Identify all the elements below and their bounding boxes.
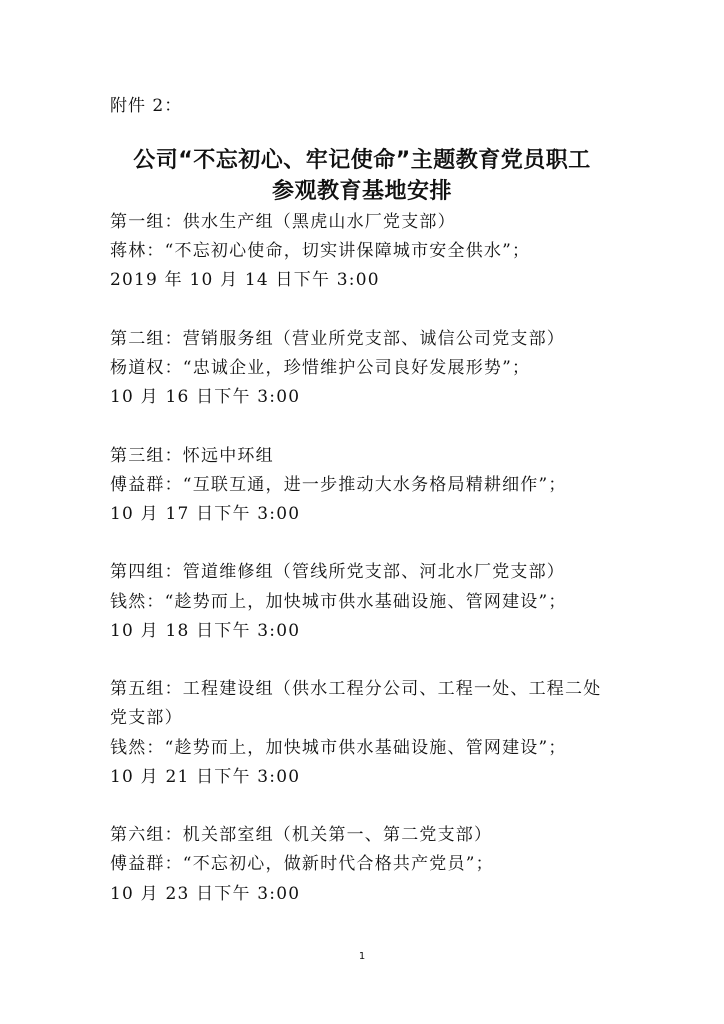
schedule-group-5 <box>110 675 615 792</box>
group-speech: 傅益群：“互联互通，进一步推动大水务格局精耕细作”； <box>110 474 567 495</box>
group-speech: 蒋林：“不忘初心使命，切实讲保障城市安全供水”； <box>110 241 531 262</box>
group-heading: 第二组：营销服务组（营业所党支部、诚信公司党支部） <box>110 328 565 349</box>
group-speech: 傅益群：“不忘初心，做新时代合格共产党员”； <box>110 854 494 875</box>
schedule-list <box>110 208 615 938</box>
schedule-group-3 <box>110 442 615 530</box>
group-speech: 杨道权：“忠诚企业，珍惜维护公司良好发展形势”； <box>110 358 531 378</box>
document-title-line-1: 公司“不忘初心、牢记使命”主题教育党员职工 <box>133 148 591 173</box>
group-time: 2019 年 10 月 14 日下午 3:00 <box>110 270 380 291</box>
group-time: 10 月 18 日下午 3:00 <box>110 620 301 641</box>
group-heading: 第一组：供水生产组（黑虎山水厂党支部） <box>110 212 456 232</box>
group-heading: 第四组：管道维修组（管线所党支部、河北水厂党支部） <box>110 562 565 583</box>
group-heading: 第五组：工程建设组（供水工程分公司、工程一处、工程二处党支部） <box>110 679 602 729</box>
group-speech: 钱然：“趁势而上，加快城市供水基础设施、管网建设”； <box>110 591 567 612</box>
document-title-line-2: 参观教育基地安排 <box>271 179 452 204</box>
schedule-group-1 <box>110 208 615 296</box>
group-speech: 钱然：“趁势而上，加快城市供水基础设施、管网建设”； <box>110 737 567 758</box>
group-heading: 第六组：机关部室组（机关第一、第二党支部） <box>110 825 493 846</box>
schedule-group-4 <box>110 558 615 646</box>
group-heading: 第三组：怀远中环组 <box>110 445 274 466</box>
group-time: 10 月 16 日下午 3:00 <box>110 387 301 408</box>
group-time: 10 月 23 日下午 3:00 <box>110 883 301 904</box>
schedule-group-6 <box>110 821 615 909</box>
page-number: 1 <box>358 951 366 962</box>
schedule-group-2 <box>110 325 615 413</box>
group-time: 10 月 21 日下午 3:00 <box>110 766 301 787</box>
group-time: 10 月 17 日下午 3:00 <box>110 504 301 524</box>
attachment-label: 附件 2： <box>110 96 183 116</box>
